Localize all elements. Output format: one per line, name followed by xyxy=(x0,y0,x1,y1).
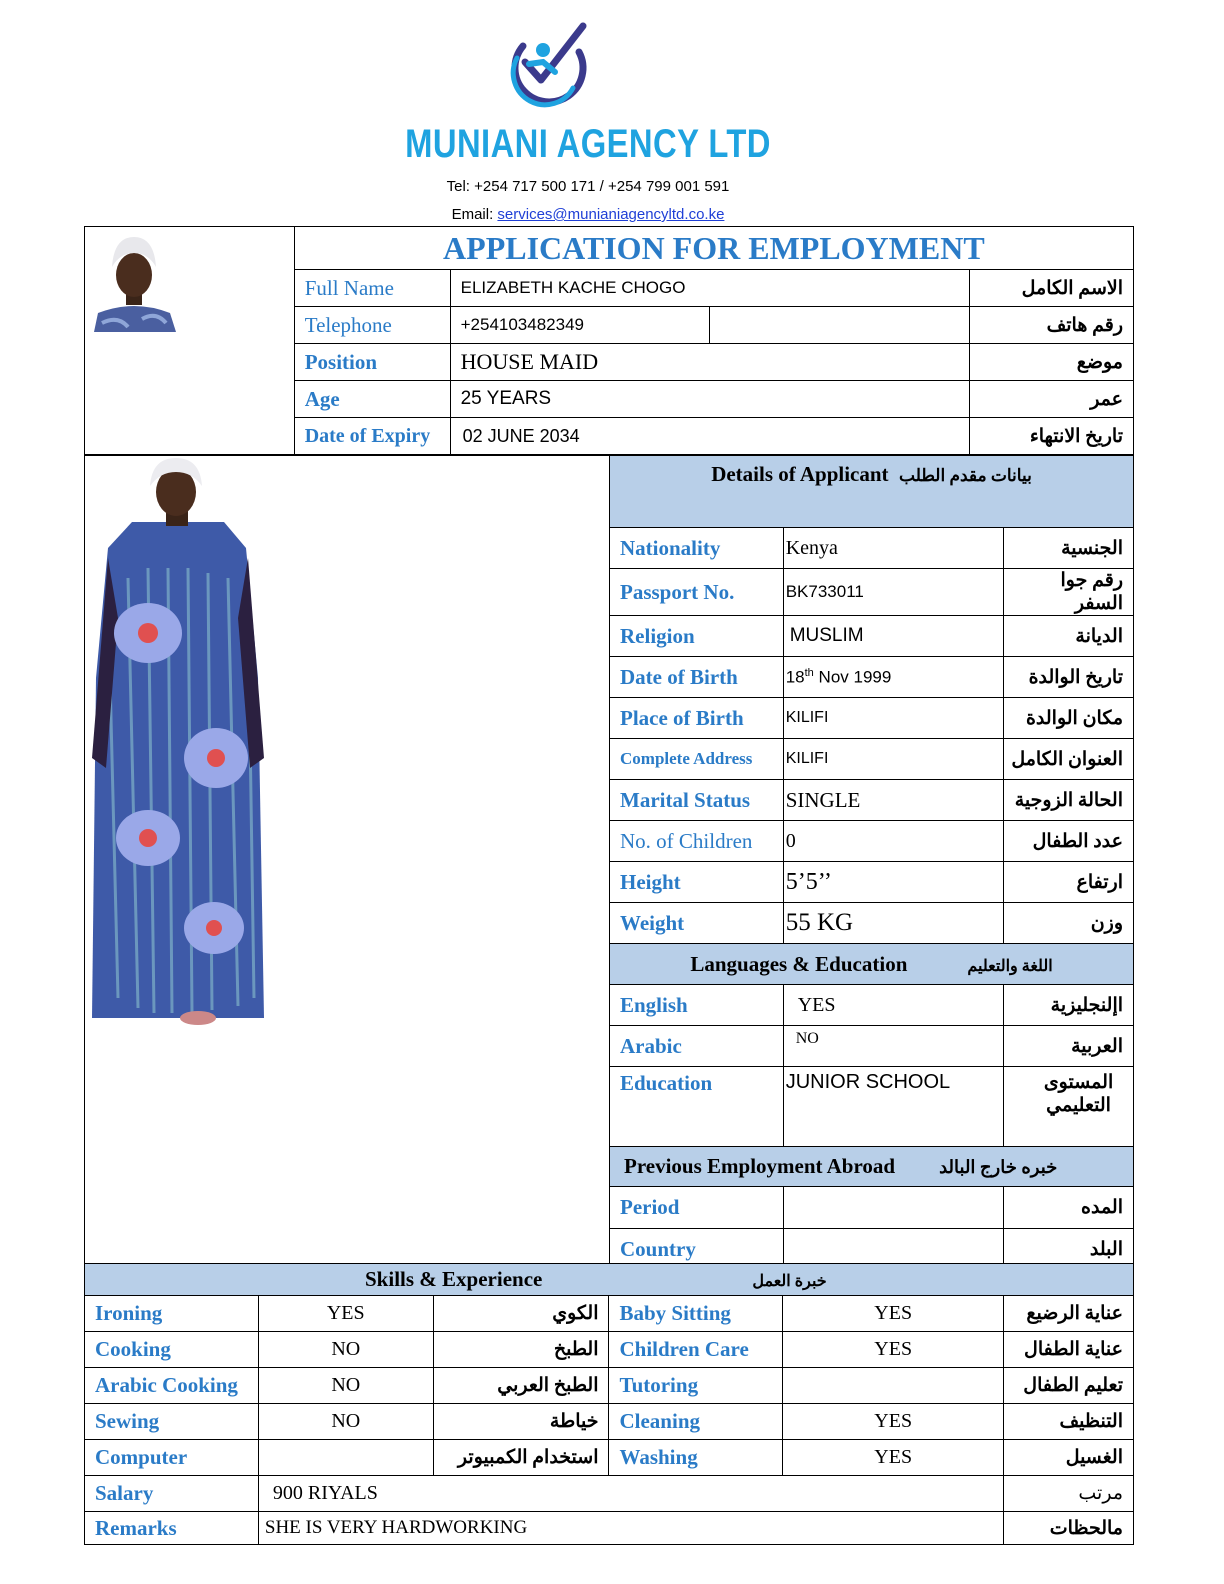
height-value: 5’5’’ xyxy=(783,862,1003,903)
english-value: YES xyxy=(783,985,1003,1026)
languages-heading-ar: اللغة والتعليم xyxy=(967,957,1053,975)
arabic-value: NO xyxy=(783,1026,1003,1067)
expiry-value: 02 JUNE 2034 xyxy=(450,418,969,455)
telephone-label: Telephone xyxy=(294,307,450,344)
nationality-value: Kenya xyxy=(783,528,1003,569)
company-telephone: Tel: +254 717 500 171 / +254 799 001 591 xyxy=(446,178,730,195)
marital-arabic: الحالة الزوجية xyxy=(1004,780,1134,821)
skill-babysitting-arabic: عناية الرضيع xyxy=(1004,1296,1134,1332)
age-value: 25 YEARS xyxy=(450,381,969,418)
telephone-arabic: رقم هاتف xyxy=(970,307,1134,344)
salary-label: Salary xyxy=(85,1476,259,1512)
skill-childcare-value: YES xyxy=(783,1332,1004,1368)
remarks-label: Remarks xyxy=(85,1512,259,1545)
skill-tutoring-label: Tutoring xyxy=(609,1368,783,1404)
details-heading-en: Details of Applicant xyxy=(711,462,889,486)
previous-heading-en: Previous Employment Abroad xyxy=(624,1154,896,1178)
period-arabic: المده xyxy=(1004,1187,1134,1229)
passport-label: Passport No. xyxy=(610,569,784,616)
details-table xyxy=(609,455,1134,1271)
marital-value: SINGLE xyxy=(783,780,1003,821)
applicant-photo-small xyxy=(88,231,180,332)
skill-ironing-arabic: الكوي xyxy=(433,1296,609,1332)
skill-tutoring-arabic: تعليم الطفال xyxy=(1004,1368,1134,1404)
skill-childcare-arabic: عناية الطفال xyxy=(1004,1332,1134,1368)
education-value: JUNIOR SCHOOL xyxy=(783,1067,1003,1147)
position-arabic: موضع xyxy=(970,344,1134,381)
languages-heading xyxy=(610,944,1134,985)
arabic-lang-arabic: العربية xyxy=(1004,1026,1134,1067)
remarks-value: SHE IS VERY HARDWORKING xyxy=(258,1512,1003,1545)
dob-label: Date of Birth xyxy=(610,657,784,698)
skill-computer-arabic: استخدام الكمبيوتر xyxy=(433,1440,609,1476)
age-arabic: عمر xyxy=(970,381,1134,418)
skill-arabic-cooking-label: Arabic Cooking xyxy=(85,1368,259,1404)
skills-heading-en: Skills & Experience xyxy=(365,1267,543,1291)
skill-cleaning-value: YES xyxy=(783,1404,1004,1440)
photo-area xyxy=(84,455,609,1263)
birthplace-label: Place of Birth xyxy=(610,698,784,739)
expiry-label: Date of Expiry xyxy=(294,418,450,455)
height-label: Height xyxy=(610,862,784,903)
skill-sewing-label: Sewing xyxy=(85,1404,259,1440)
details-heading xyxy=(610,456,1134,528)
full-name-value: ELIZABETH KACHE CHOGO xyxy=(450,270,969,307)
weight-arabic: وزن xyxy=(1004,903,1134,944)
children-arabic: عدد الطفال xyxy=(1004,821,1134,862)
skill-childcare-label: Children Care xyxy=(609,1332,783,1368)
dob-rest: Nov 1999 xyxy=(813,667,892,687)
address-label: Complete Address xyxy=(610,739,784,780)
full-name-label: Full Name xyxy=(294,270,450,307)
dob-suffix: th xyxy=(804,666,814,679)
previous-heading xyxy=(610,1147,1134,1187)
previous-heading-ar: خبره خارج البالد xyxy=(939,1157,1058,1177)
skill-sewing-arabic: خياطة xyxy=(433,1404,609,1440)
religion-label: Religion xyxy=(610,616,784,657)
remarks-arabic: مالحظات xyxy=(1004,1512,1134,1545)
dob-value xyxy=(783,657,1003,698)
form-title: APPLICATION FOR EMPLOYMENT xyxy=(294,227,1133,270)
skill-cooking-label: Cooking xyxy=(85,1332,259,1368)
position-label: Position xyxy=(294,344,450,381)
passport-arabic: رقم جوا السفر xyxy=(1004,569,1134,616)
children-value: 0 xyxy=(783,821,1003,862)
skill-babysitting-label: Baby Sitting xyxy=(609,1296,783,1332)
email-label: Email: xyxy=(451,206,498,223)
weight-value: 55 KG xyxy=(783,903,1003,944)
children-label: No. of Children xyxy=(610,821,784,862)
age-label: Age xyxy=(294,381,450,418)
period-value xyxy=(783,1187,1003,1229)
english-label: English xyxy=(610,985,784,1026)
skill-babysitting-value: YES xyxy=(783,1296,1004,1332)
skill-ironing-label: Ironing xyxy=(85,1296,259,1332)
company-logo xyxy=(503,18,589,112)
skill-sewing-value: NO xyxy=(258,1404,433,1440)
skill-cooking-arabic: الطبخ xyxy=(433,1332,609,1368)
telephone-extra xyxy=(710,307,970,344)
skill-washing-value: YES xyxy=(783,1440,1004,1476)
skill-washing-label: Washing xyxy=(609,1440,783,1476)
salary-value: 900 RIYALS xyxy=(258,1476,1003,1512)
religion-arabic: الديانة xyxy=(1004,616,1134,657)
birthplace-arabic: مكان الوالدة xyxy=(1004,698,1134,739)
skills-table xyxy=(84,1263,1134,1545)
skills-heading xyxy=(85,1264,1134,1296)
skill-ironing-value: YES xyxy=(258,1296,433,1332)
address-value: KILIFI xyxy=(783,739,1003,780)
telephone-value: +254103482349 xyxy=(450,307,710,344)
english-arabic: اإلنجليزية xyxy=(1004,985,1134,1026)
birthplace-value: KILIFI xyxy=(783,698,1003,739)
skill-computer-value xyxy=(258,1440,433,1476)
company-email-line xyxy=(0,206,1176,223)
country-label: Country xyxy=(610,1229,784,1271)
application-header-table xyxy=(84,226,1134,455)
dob-day: 18 xyxy=(785,667,805,687)
address-arabic: العنوان الكامل xyxy=(1004,739,1134,780)
height-arabic: ارتفاع xyxy=(1004,862,1134,903)
education-arabic: المستوى التعليمي xyxy=(1004,1067,1134,1147)
skill-cleaning-arabic: التنظيف xyxy=(1004,1404,1134,1440)
arabic-label: Arabic xyxy=(610,1026,784,1067)
period-label: Period xyxy=(610,1187,784,1229)
skill-washing-arabic: الغسيل xyxy=(1004,1440,1134,1476)
nationality-label: Nationality xyxy=(610,528,784,569)
salary-arabic: مرتب xyxy=(1004,1476,1134,1512)
languages-heading-en: Languages & Education xyxy=(690,951,908,976)
full-name-arabic: الاسم الكامل xyxy=(970,270,1134,307)
email-link[interactable]: services@munianiagencyltd.co.ke xyxy=(497,206,725,223)
education-label: Education xyxy=(610,1067,784,1147)
expiry-arabic: تاريخ الانتهاء xyxy=(970,418,1134,455)
religion-value: MUSLIM xyxy=(783,616,1003,657)
weight-label: Weight xyxy=(610,903,784,944)
details-heading-ar: بيانات مقدم الطلب xyxy=(899,466,1032,485)
dob-arabic: تاريخ الوالدة xyxy=(1004,657,1134,698)
country-arabic: البلد xyxy=(1004,1229,1134,1271)
skill-computer-label: Computer xyxy=(85,1440,259,1476)
nationality-arabic: الجنسية xyxy=(1004,528,1134,569)
marital-label: Marital Status xyxy=(610,780,784,821)
position-value: HOUSE MAID xyxy=(450,344,969,381)
skill-cleaning-label: Cleaning xyxy=(609,1404,783,1440)
skills-heading-ar: خبرة العمل xyxy=(752,1273,827,1290)
skill-arabic-cooking-value: NO xyxy=(258,1368,433,1404)
skill-arabic-cooking-arabic: الطبخ العربي xyxy=(433,1368,609,1404)
skill-cooking-value: NO xyxy=(258,1332,433,1368)
company-name: MUNIANI AGENCY LTD xyxy=(405,122,771,166)
passport-value: BK733011 xyxy=(783,569,1003,616)
skill-tutoring-value xyxy=(783,1368,1004,1404)
